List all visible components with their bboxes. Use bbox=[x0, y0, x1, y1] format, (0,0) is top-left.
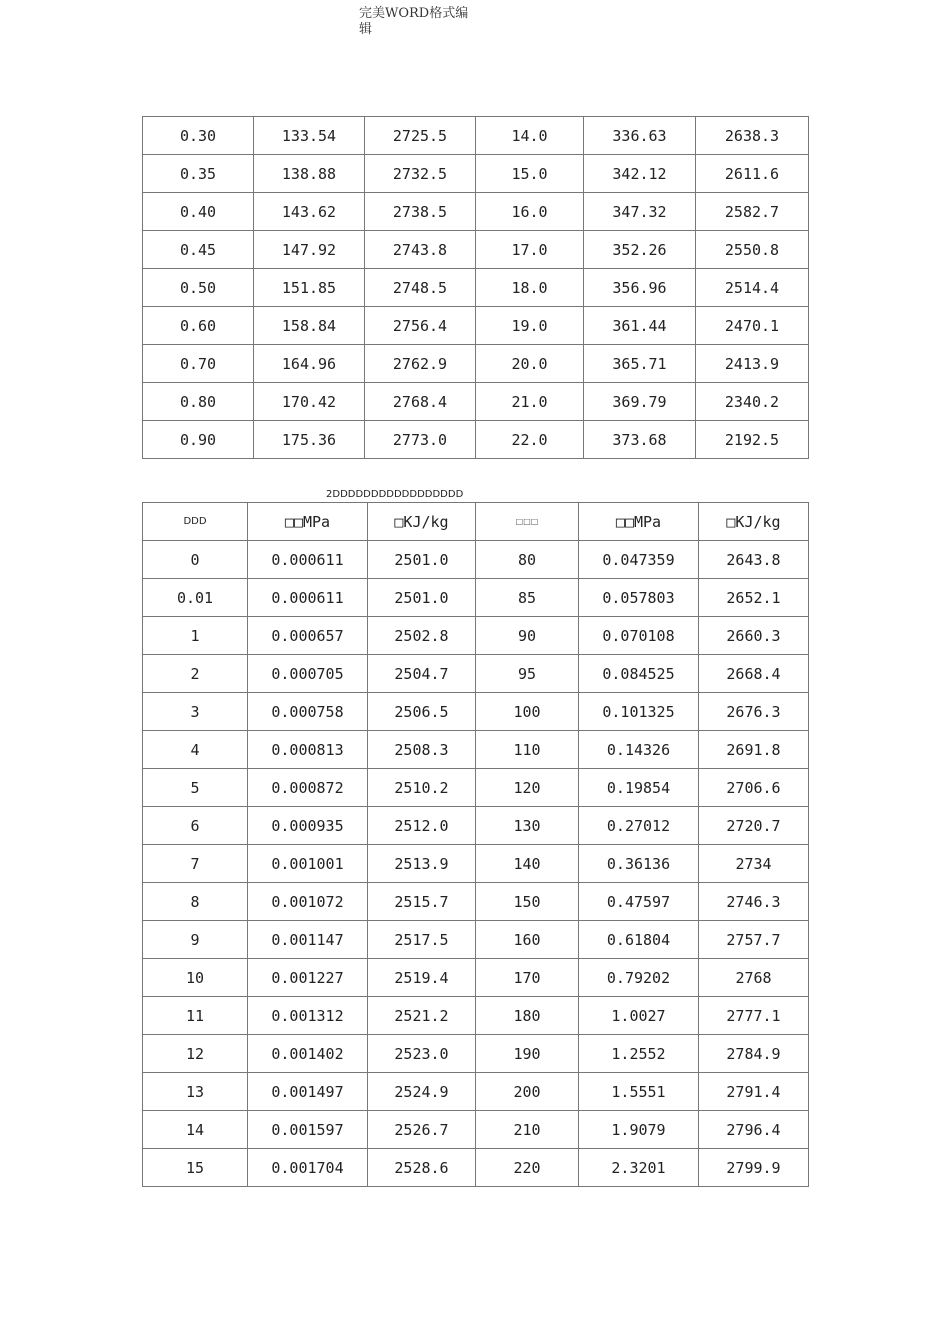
table-cell: 2791.4 bbox=[699, 1073, 809, 1111]
table-cell: 5 bbox=[143, 769, 248, 807]
table-cell: 2508.3 bbox=[368, 731, 476, 769]
table-cell: 361.44 bbox=[584, 307, 696, 345]
table-cell: 147.92 bbox=[254, 231, 365, 269]
table-caption: 2DDDDDDDDDDDDDDDDD bbox=[326, 489, 464, 500]
header-line-2: 辑 bbox=[359, 22, 373, 37]
table-header-row bbox=[143, 503, 809, 541]
table-cell: 2756.4 bbox=[365, 307, 476, 345]
table-cell: 10 bbox=[143, 959, 248, 997]
table-cell: 2 bbox=[143, 655, 248, 693]
table-cell: 2748.5 bbox=[365, 269, 476, 307]
table-row bbox=[143, 959, 809, 997]
table-cell: 2528.6 bbox=[368, 1149, 476, 1187]
table-cell: 150 bbox=[476, 883, 579, 921]
table-cell: 365.71 bbox=[584, 345, 696, 383]
table-cell: 2502.8 bbox=[368, 617, 476, 655]
table-cell: 2523.0 bbox=[368, 1035, 476, 1073]
table-cell: 0.001001 bbox=[248, 845, 368, 883]
table-cell: 14.0 bbox=[476, 117, 584, 155]
table-cell: 0.27012 bbox=[579, 807, 699, 845]
table-cell: 2734 bbox=[699, 845, 809, 883]
table-cell: 0.14326 bbox=[579, 731, 699, 769]
table-cell: 2501.0 bbox=[368, 541, 476, 579]
table-cell: 0.057803 bbox=[579, 579, 699, 617]
table-cell: 95 bbox=[476, 655, 579, 693]
table-cell: 14 bbox=[143, 1111, 248, 1149]
table-cell: 1.0027 bbox=[579, 997, 699, 1035]
table-cell: 0.000935 bbox=[248, 807, 368, 845]
table-cell: 2676.3 bbox=[699, 693, 809, 731]
table-cell: 180 bbox=[476, 997, 579, 1035]
saturated-water-table-body bbox=[143, 541, 809, 1187]
table-cell: 0.047359 bbox=[579, 541, 699, 579]
table-cell: 11 bbox=[143, 997, 248, 1035]
table-row bbox=[143, 1149, 809, 1187]
table-cell: 2691.8 bbox=[699, 731, 809, 769]
table-cell: 130 bbox=[476, 807, 579, 845]
table-cell: 2510.2 bbox=[368, 769, 476, 807]
table-cell: 1.5551 bbox=[579, 1073, 699, 1111]
table-cell: 2550.8 bbox=[696, 231, 809, 269]
table-cell: 2521.2 bbox=[368, 997, 476, 1035]
table-cell: 2743.8 bbox=[365, 231, 476, 269]
table-row bbox=[143, 693, 809, 731]
header-cell: □□□ bbox=[476, 503, 579, 541]
table-cell: 0 bbox=[143, 541, 248, 579]
table-cell: 0.001704 bbox=[248, 1149, 368, 1187]
table-cell: 210 bbox=[476, 1111, 579, 1149]
table-cell: 151.85 bbox=[254, 269, 365, 307]
table-cell: 133.54 bbox=[254, 117, 365, 155]
table-row bbox=[143, 921, 809, 959]
table-row bbox=[143, 345, 809, 383]
table-cell: 0.000872 bbox=[248, 769, 368, 807]
table-row bbox=[143, 1073, 809, 1111]
table-cell: 0.35 bbox=[143, 155, 254, 193]
table-cell: 190 bbox=[476, 1035, 579, 1073]
header-cell: DDD bbox=[143, 503, 248, 541]
table-row bbox=[143, 731, 809, 769]
table-cell: 80 bbox=[476, 541, 579, 579]
table-cell: 0.001402 bbox=[248, 1035, 368, 1073]
table-cell: 0.19854 bbox=[579, 769, 699, 807]
table-cell: 2796.4 bbox=[699, 1111, 809, 1149]
table-cell: 2773.0 bbox=[365, 421, 476, 459]
header-cell: □KJ/kg bbox=[368, 503, 476, 541]
table-cell: 2513.9 bbox=[368, 845, 476, 883]
table-cell: 0.084525 bbox=[579, 655, 699, 693]
table-cell: 2512.0 bbox=[368, 807, 476, 845]
table-cell: 0.001072 bbox=[248, 883, 368, 921]
table-cell: 2340.2 bbox=[696, 383, 809, 421]
table-cell: 21.0 bbox=[476, 383, 584, 421]
table-cell: 16.0 bbox=[476, 193, 584, 231]
table-cell: 2668.4 bbox=[699, 655, 809, 693]
table-cell: 13 bbox=[143, 1073, 248, 1111]
table-row bbox=[143, 617, 809, 655]
table-row bbox=[143, 845, 809, 883]
table-cell: 4 bbox=[143, 731, 248, 769]
table-cell: 0.60 bbox=[143, 307, 254, 345]
saturated-water-table bbox=[142, 502, 809, 1187]
table-cell: 2501.0 bbox=[368, 579, 476, 617]
table-cell: 2470.1 bbox=[696, 307, 809, 345]
steam-table-upper-body bbox=[143, 117, 809, 459]
table-cell: 0.45 bbox=[143, 231, 254, 269]
table-cell: 0.001497 bbox=[248, 1073, 368, 1111]
table-cell: 15 bbox=[143, 1149, 248, 1187]
table-cell: 352.26 bbox=[584, 231, 696, 269]
table-cell: 12 bbox=[143, 1035, 248, 1073]
table-cell: 0.101325 bbox=[579, 693, 699, 731]
table-cell: 2757.7 bbox=[699, 921, 809, 959]
table-cell: 138.88 bbox=[254, 155, 365, 193]
table-row bbox=[143, 193, 809, 231]
table-cell: 0.01 bbox=[143, 579, 248, 617]
table-cell: 2732.5 bbox=[365, 155, 476, 193]
table-cell: 1.2552 bbox=[579, 1035, 699, 1073]
table-cell: 0.90 bbox=[143, 421, 254, 459]
table-row bbox=[143, 769, 809, 807]
table-cell: 2611.6 bbox=[696, 155, 809, 193]
table-cell: 336.63 bbox=[584, 117, 696, 155]
table-cell: 0.80 bbox=[143, 383, 254, 421]
table-cell: 2768.4 bbox=[365, 383, 476, 421]
table-cell: 170.42 bbox=[254, 383, 365, 421]
table-cell: 220 bbox=[476, 1149, 579, 1187]
table-cell: 356.96 bbox=[584, 269, 696, 307]
table-cell: 1 bbox=[143, 617, 248, 655]
table-cell: 22.0 bbox=[476, 421, 584, 459]
header-cell: □□MPa bbox=[579, 503, 699, 541]
table-cell: 8 bbox=[143, 883, 248, 921]
table-cell: 2660.3 bbox=[699, 617, 809, 655]
table-cell: 0.61804 bbox=[579, 921, 699, 959]
table-cell: 164.96 bbox=[254, 345, 365, 383]
table-cell: 2524.9 bbox=[368, 1073, 476, 1111]
table-cell: 20.0 bbox=[476, 345, 584, 383]
table-cell: 175.36 bbox=[254, 421, 365, 459]
table-cell: 143.62 bbox=[254, 193, 365, 231]
table-cell: 170 bbox=[476, 959, 579, 997]
table-row bbox=[143, 579, 809, 617]
table-cell: 2706.6 bbox=[699, 769, 809, 807]
table-cell: 85 bbox=[476, 579, 579, 617]
table-cell: 6 bbox=[143, 807, 248, 845]
table-cell: 2652.1 bbox=[699, 579, 809, 617]
table-cell: 19.0 bbox=[476, 307, 584, 345]
table-cell: 2784.9 bbox=[699, 1035, 809, 1073]
table-cell: 2517.5 bbox=[368, 921, 476, 959]
table-row bbox=[143, 117, 809, 155]
header-line-1: 完美WORD格式编 bbox=[359, 6, 469, 21]
table-row bbox=[143, 269, 809, 307]
table-cell: 2762.9 bbox=[365, 345, 476, 383]
table-row bbox=[143, 807, 809, 845]
table-cell: 2192.5 bbox=[696, 421, 809, 459]
table-row bbox=[143, 1111, 809, 1149]
table-cell: 15.0 bbox=[476, 155, 584, 193]
table-cell: 0.001312 bbox=[248, 997, 368, 1035]
header-cell: □KJ/kg bbox=[699, 503, 809, 541]
table-cell: 110 bbox=[476, 731, 579, 769]
table-cell: 347.32 bbox=[584, 193, 696, 231]
page-header bbox=[359, 6, 489, 38]
table-cell: 0.000611 bbox=[248, 579, 368, 617]
table-cell: 2.3201 bbox=[579, 1149, 699, 1187]
table-cell: 2514.4 bbox=[696, 269, 809, 307]
table-cell: 369.79 bbox=[584, 383, 696, 421]
table-cell: 0.070108 bbox=[579, 617, 699, 655]
table-cell: 0.79202 bbox=[579, 959, 699, 997]
table-cell: 160 bbox=[476, 921, 579, 959]
table-row bbox=[143, 541, 809, 579]
table-row bbox=[143, 231, 809, 269]
table-cell: 2506.5 bbox=[368, 693, 476, 731]
table-cell: 0.47597 bbox=[579, 883, 699, 921]
table-cell: 0.50 bbox=[143, 269, 254, 307]
table-cell: 2720.7 bbox=[699, 807, 809, 845]
table-cell: 2777.1 bbox=[699, 997, 809, 1035]
table-cell: 342.12 bbox=[584, 155, 696, 193]
table-cell: 0.000705 bbox=[248, 655, 368, 693]
table-cell: 2725.5 bbox=[365, 117, 476, 155]
table-cell: 2799.9 bbox=[699, 1149, 809, 1187]
table-cell: 0.40 bbox=[143, 193, 254, 231]
table-cell: 18.0 bbox=[476, 269, 584, 307]
table-cell: 2643.8 bbox=[699, 541, 809, 579]
table-cell: 0.001227 bbox=[248, 959, 368, 997]
table-cell: 9 bbox=[143, 921, 248, 959]
table-cell: 158.84 bbox=[254, 307, 365, 345]
table-cell: 0.000758 bbox=[248, 693, 368, 731]
table-cell: 0.30 bbox=[143, 117, 254, 155]
table-cell: 2738.5 bbox=[365, 193, 476, 231]
table-cell: 2504.7 bbox=[368, 655, 476, 693]
table-cell: 120 bbox=[476, 769, 579, 807]
table-cell: 0.000657 bbox=[248, 617, 368, 655]
table-cell: 3 bbox=[143, 693, 248, 731]
table-row bbox=[143, 383, 809, 421]
table-cell: 2638.3 bbox=[696, 117, 809, 155]
table-row bbox=[143, 421, 809, 459]
table-cell: 0.000813 bbox=[248, 731, 368, 769]
table-cell: 0.001597 bbox=[248, 1111, 368, 1149]
table-cell: 17.0 bbox=[476, 231, 584, 269]
table-row bbox=[143, 883, 809, 921]
header-cell: □□MPa bbox=[248, 503, 368, 541]
table-cell: 2582.7 bbox=[696, 193, 809, 231]
table-cell: 90 bbox=[476, 617, 579, 655]
table-row bbox=[143, 155, 809, 193]
table-cell: 7 bbox=[143, 845, 248, 883]
table-row bbox=[143, 655, 809, 693]
table-cell: 100 bbox=[476, 693, 579, 731]
table-row bbox=[143, 307, 809, 345]
table-cell: 0.70 bbox=[143, 345, 254, 383]
table-cell: 2515.7 bbox=[368, 883, 476, 921]
table-row bbox=[143, 1035, 809, 1073]
table-cell: 2746.3 bbox=[699, 883, 809, 921]
table-cell: 0.36136 bbox=[579, 845, 699, 883]
table-cell: 200 bbox=[476, 1073, 579, 1111]
table-cell: 2519.4 bbox=[368, 959, 476, 997]
steam-table-upper bbox=[142, 116, 809, 459]
table-cell: 0.001147 bbox=[248, 921, 368, 959]
table-cell: 2768 bbox=[699, 959, 809, 997]
table-cell: 373.68 bbox=[584, 421, 696, 459]
table-cell: 140 bbox=[476, 845, 579, 883]
table-cell: 2413.9 bbox=[696, 345, 809, 383]
table-cell: 0.000611 bbox=[248, 541, 368, 579]
table-cell: 2526.7 bbox=[368, 1111, 476, 1149]
table-row bbox=[143, 997, 809, 1035]
table-cell: 1.9079 bbox=[579, 1111, 699, 1149]
